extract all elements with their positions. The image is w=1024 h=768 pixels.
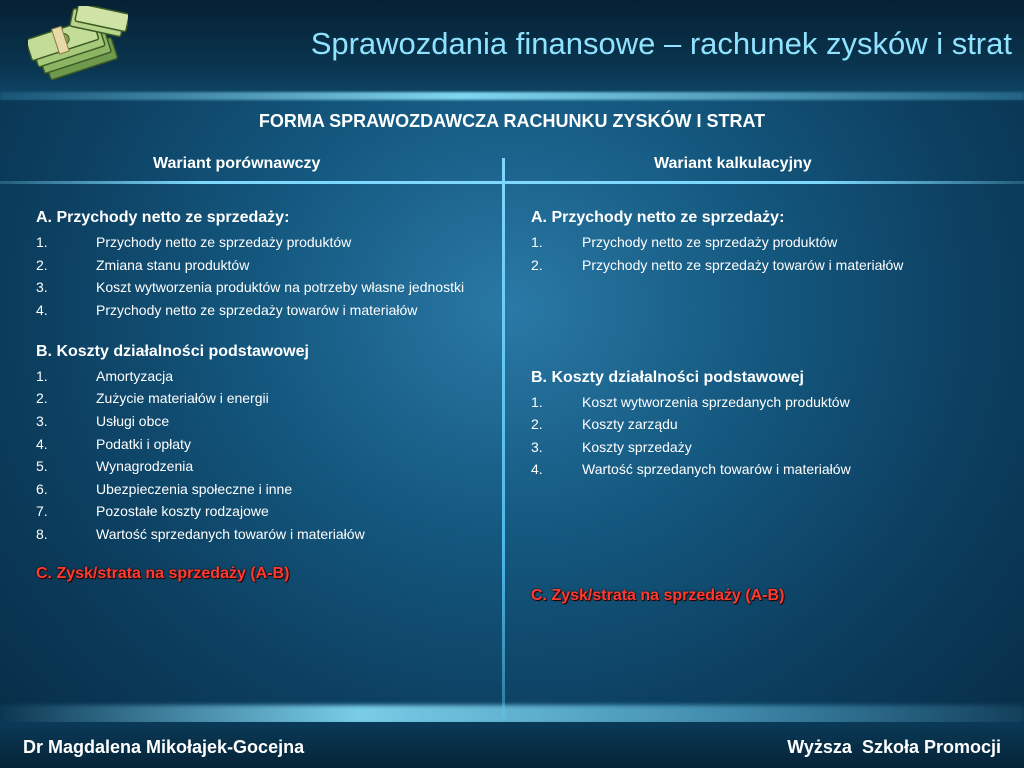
item-text: Wartość sprzedanych towarów i materiałów [582,461,851,478]
list-item [531,415,1001,433]
right-column [531,209,1001,605]
list-item [36,389,491,407]
list-item [531,233,1001,251]
left-column [36,209,491,583]
item-number: 3. [531,438,543,455]
column-divider [502,158,505,718]
left-section-b-list [36,367,491,543]
item-number: 7. [36,503,48,520]
item-text: Koszt wytworzenia sprzedanych produktów [582,393,850,410]
left-section-b-title: B. Koszty działalności podstawowej [36,342,309,360]
item-number: 4. [36,301,48,318]
footer-author: Dr Magdalena Mikołajek-Gocejna [23,737,305,757]
list-item [36,233,491,251]
item-text: Koszt wytworzenia produktów na potrzeby własne jednostki [96,279,465,296]
right-section-b-list [531,393,1001,479]
slide-subtitle: FORMA SPRAWOZDAWCZA RACHUNKU ZYSKÓW I STRAT [258,111,766,131]
item-number: 2. [36,390,48,407]
right-column-heading: Wariant kalkulacyjny [654,155,812,172]
item-number: 8. [36,525,48,542]
item-number: 1. [36,234,48,250]
list-item [531,438,1001,456]
item-number: 2. [531,256,543,273]
right-section-b-title: B. Koszty działalności podstawowej [531,368,804,386]
item-text: Zmiana stanu produktów [96,256,250,273]
left-section-a-list [36,233,491,319]
list-item [36,502,491,520]
list-item [36,457,491,475]
item-number: 1. [531,234,543,250]
left-section-c-result: C. Zysk/strata na sprzedaży (A-B) [36,564,290,582]
left-column-heading: Wariant porównawczy [153,155,321,172]
item-number: 3. [36,279,48,296]
item-text: Podatki i opłaty [96,435,191,452]
item-number: 3. [36,412,48,429]
item-number: 1. [531,393,543,410]
right-section-c-result: C. Zysk/strata na sprzedaży (A-B) [531,587,785,605]
item-number: 4. [36,435,48,452]
header-glow-line [0,92,1024,100]
item-number: 1. [36,367,48,384]
slide-title: Sprawozdania finansowe – rachunek zysków i strat [310,26,1012,61]
left-section-a-title: A. Przychody netto ze sprzedaży: [36,209,290,226]
item-text: Usługi obce [96,412,170,429]
list-item [531,393,1001,411]
item-number: 5. [36,458,48,475]
right-section-a-list [531,233,1001,274]
item-text: Amortyzacja [96,367,174,384]
item-text: Ubezpieczenia społeczne i inne [96,480,293,497]
item-text: Pozostałe koszty rodzajowe [96,503,269,520]
item-text: Wartość sprzedanych towarów i materiałów [96,525,365,542]
list-item [36,480,491,498]
item-number: 2. [531,416,543,433]
list-item [531,460,1001,478]
list-item [36,278,491,296]
footer-school: Wyższa Szkoła Promocji [787,737,1001,757]
item-text: Zużycie materiałów i energii [96,390,269,407]
list-item [36,256,491,274]
item-text: Przychody netto ze sprzedaży towarów i materiałów [582,256,904,273]
item-text: Przychody netto ze sprzedaży produktów [96,234,352,250]
list-item [36,301,491,319]
right-section-a-title: A. Przychody netto ze sprzedaży: [531,209,785,226]
item-number: 2. [36,256,48,273]
list-item [36,525,491,543]
item-text: Koszty sprzedaży [582,438,692,455]
item-text: Przychody netto ze sprzedaży produktów [582,234,838,250]
item-text: Wynagrodzenia [96,458,194,475]
item-text: Przychody netto ze sprzedaży towarów i materiałów [96,301,418,318]
list-item [36,367,491,385]
list-item [531,256,1001,274]
list-item [36,412,491,430]
item-number: 4. [531,461,543,478]
money-stack-icon [28,6,128,86]
item-number: 6. [36,480,48,497]
list-item [36,435,491,453]
item-text: Koszty zarządu [582,416,678,433]
heading-divider [0,181,1024,184]
